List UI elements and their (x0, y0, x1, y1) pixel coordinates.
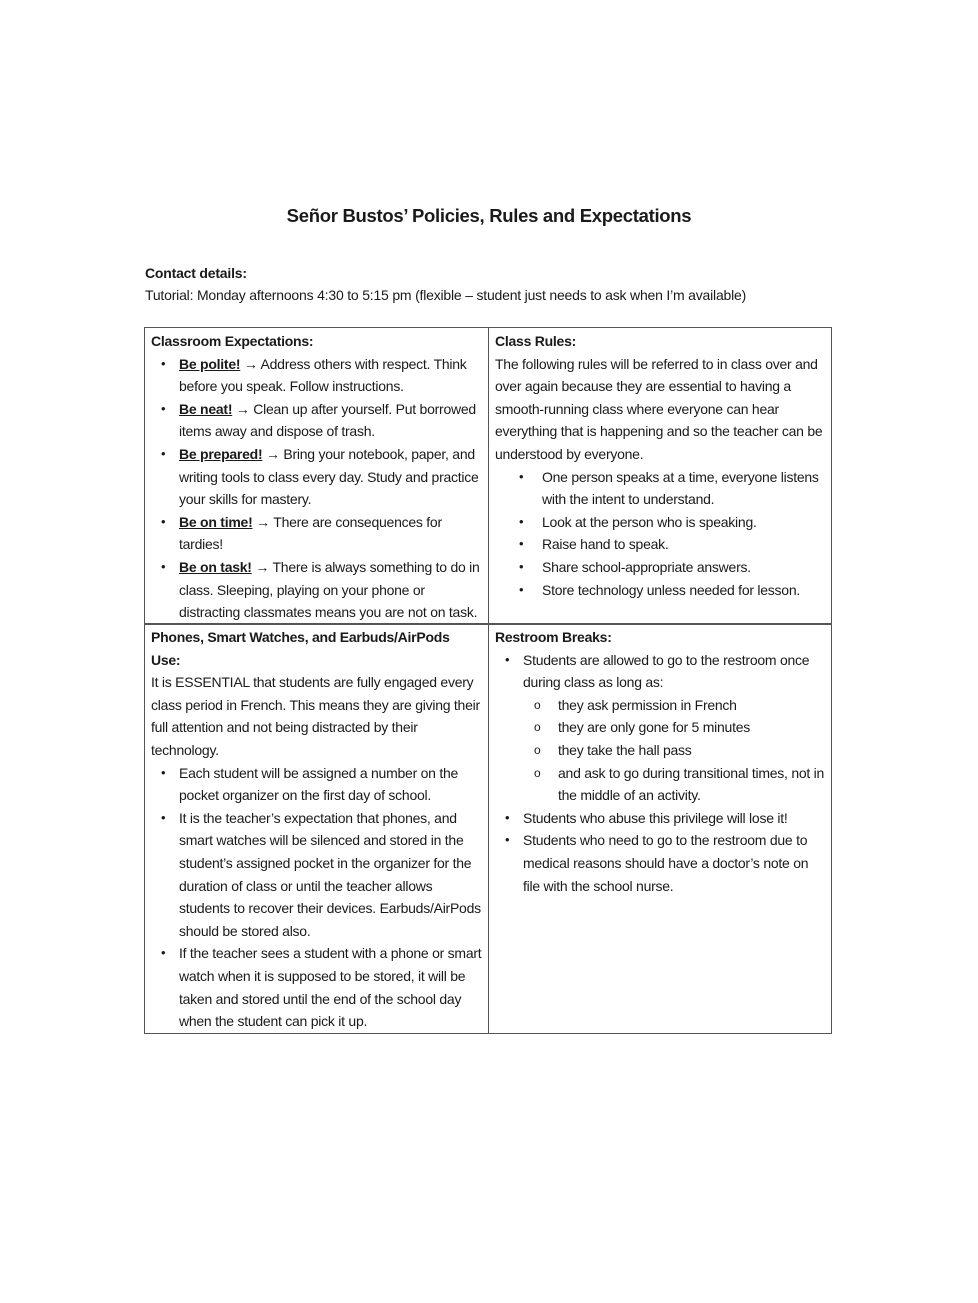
rule-text: Raise hand to speak. (542, 536, 669, 553)
bullet-icon: • (161, 558, 166, 574)
circle-bullet-icon: o (534, 697, 541, 712)
list-item (495, 533, 825, 556)
phones-item-text: If the teacher sees a student with a phone or smart watch when it is supposed to be stored, it will be taken and stored until the end of the school day when the student can pick it up. (179, 945, 482, 1030)
expectation-text: Address others with respect. Think before you speak. Follow instructions. (179, 355, 467, 395)
list-item (523, 716, 825, 739)
arrow-right-icon: → (266, 445, 280, 462)
classroom-expectations-list (151, 353, 482, 624)
list-item (151, 762, 482, 807)
classroom-expectations-cell (145, 328, 489, 625)
phones-list (151, 762, 482, 1033)
restroom-item-text: Students who abuse this privilege will lose it! (523, 809, 788, 826)
list-item (151, 511, 482, 556)
restroom-item-text: Students are allowed to go to the restroom once during class as long as: (523, 651, 810, 691)
phones-item-text: Each student will be assigned a number on the pocket organizer on the first day of school. (179, 764, 459, 804)
contact-label: Contact details: (145, 265, 247, 281)
condition-text: they ask permission in French (558, 696, 737, 713)
rule-text: Look at the person who is speaking. (542, 513, 757, 530)
expectation-text: There are consequences for tardies! (179, 513, 442, 553)
bullet-icon: • (161, 445, 166, 461)
restroom-cell (489, 624, 832, 1034)
arrow-right-icon: → (235, 400, 250, 417)
condition-text: they take the hall pass (558, 741, 692, 758)
bullet-icon: • (161, 809, 166, 825)
restroom-heading: Restroom Breaks: (495, 629, 612, 645)
expectation-keyword: Be neat! (179, 400, 233, 417)
restroom-list (495, 649, 825, 898)
restroom-item-text: Students who need to go to the restroom due to medical reasons should have a doctor’s note on file with the school nurse. (523, 832, 809, 894)
list-item (151, 807, 482, 943)
expectation-keyword: Be on task! (179, 558, 252, 575)
bullet-icon: • (161, 513, 166, 529)
phones-cell (145, 624, 489, 1034)
list-item (151, 942, 482, 1032)
bullet-icon: • (519, 536, 524, 552)
page-title: Señor Bustos’ Policies, Rules and Expectations (286, 205, 692, 226)
contact-details (145, 262, 845, 306)
arrow-right-icon: → (256, 513, 270, 530)
class-rules-heading: Class Rules: (495, 333, 577, 349)
list-item (495, 649, 825, 807)
classroom-expectations-heading: Classroom Expectations: (151, 333, 314, 349)
list-item (151, 398, 482, 443)
bullet-icon: • (519, 581, 524, 597)
expectations-rules-table (144, 327, 832, 625)
circle-bullet-icon: o (534, 742, 541, 757)
expectation-keyword: Be prepared! (179, 445, 263, 462)
class-rules-list (495, 466, 825, 602)
bullet-icon: • (161, 764, 166, 780)
class-rules-cell (489, 328, 832, 625)
expectation-keyword: Be on time! (179, 513, 253, 530)
list-item (495, 807, 825, 830)
bullet-icon: • (161, 355, 166, 371)
list-item (151, 353, 482, 398)
expectation-text: Bring your notebook, paper, and writing tools to class every day. Study and practice your skills for mastery. (179, 445, 479, 508)
phones-intro: It is ESSENTIAL that students are fully engaged every class period in French. This means they are giving their full attention and not being distracted by their technology. (151, 674, 480, 758)
rule-text: One person speaks at a time, everyone listens with the intent to understand. (542, 468, 819, 508)
bullet-icon: • (519, 513, 524, 529)
phones-restroom-table (144, 623, 832, 1034)
list-item (495, 579, 825, 602)
list-item (523, 694, 825, 717)
list-item (495, 556, 825, 579)
phones-heading: Phones, Smart Watches, and Earbuds/AirPods Use: (151, 629, 450, 668)
restroom-conditions-list (523, 694, 825, 807)
bullet-icon: • (505, 809, 510, 825)
bullet-icon: • (519, 468, 524, 484)
bullet-icon: • (161, 400, 166, 416)
list-item (151, 443, 482, 511)
expectation-text: Clean up after yourself. Put borrowed items away and dispose of trash. (179, 400, 476, 440)
list-item (495, 511, 825, 534)
arrow-right-icon: → (255, 558, 270, 575)
circle-bullet-icon: o (534, 720, 541, 735)
list-item (495, 829, 825, 897)
tutorial-hours: Tutorial: Monday afternoons 4:30 to 5:15 pm (flexible – student just needs to ask when I’m available) (145, 287, 747, 303)
class-rules-intro: The following rules will be referred to in class over and over again because they are essential to having a smooth-running class where everyone can hear everything that is happening and so the teacher can be understood by everyone. (495, 355, 823, 462)
list-item (495, 466, 825, 511)
bullet-icon: • (519, 558, 524, 574)
expectation-keyword: Be polite! (179, 355, 241, 372)
bullet-icon: • (505, 832, 510, 848)
list-item (523, 739, 825, 762)
phones-item-text: It is the teacher’s expectation that phones, and smart watches will be silenced and stored in the student’s assigned pocket in the organizer for the duration of class or until the teacher allows students to recover their devices. Earbuds/AirPods should be stored also. (179, 809, 481, 939)
rule-text: Share school-appropriate answers. (542, 558, 751, 575)
condition-text: and ask to go during transitional times, not in the middle of an activity. (558, 764, 825, 804)
bullet-icon: • (161, 945, 166, 961)
list-item (151, 556, 482, 624)
list-item (523, 762, 825, 807)
condition-text: they are only gone for 5 minutes (558, 719, 751, 736)
bullet-icon: • (505, 651, 510, 667)
rule-text: Store technology unless needed for lesson. (542, 581, 801, 598)
expectation-text: There is always something to do in class. Sleeping, playing on your phone or distracting classmates means you are not on task. (179, 558, 480, 621)
arrow-right-icon: → (243, 355, 258, 372)
circle-bullet-icon: o (534, 765, 541, 780)
